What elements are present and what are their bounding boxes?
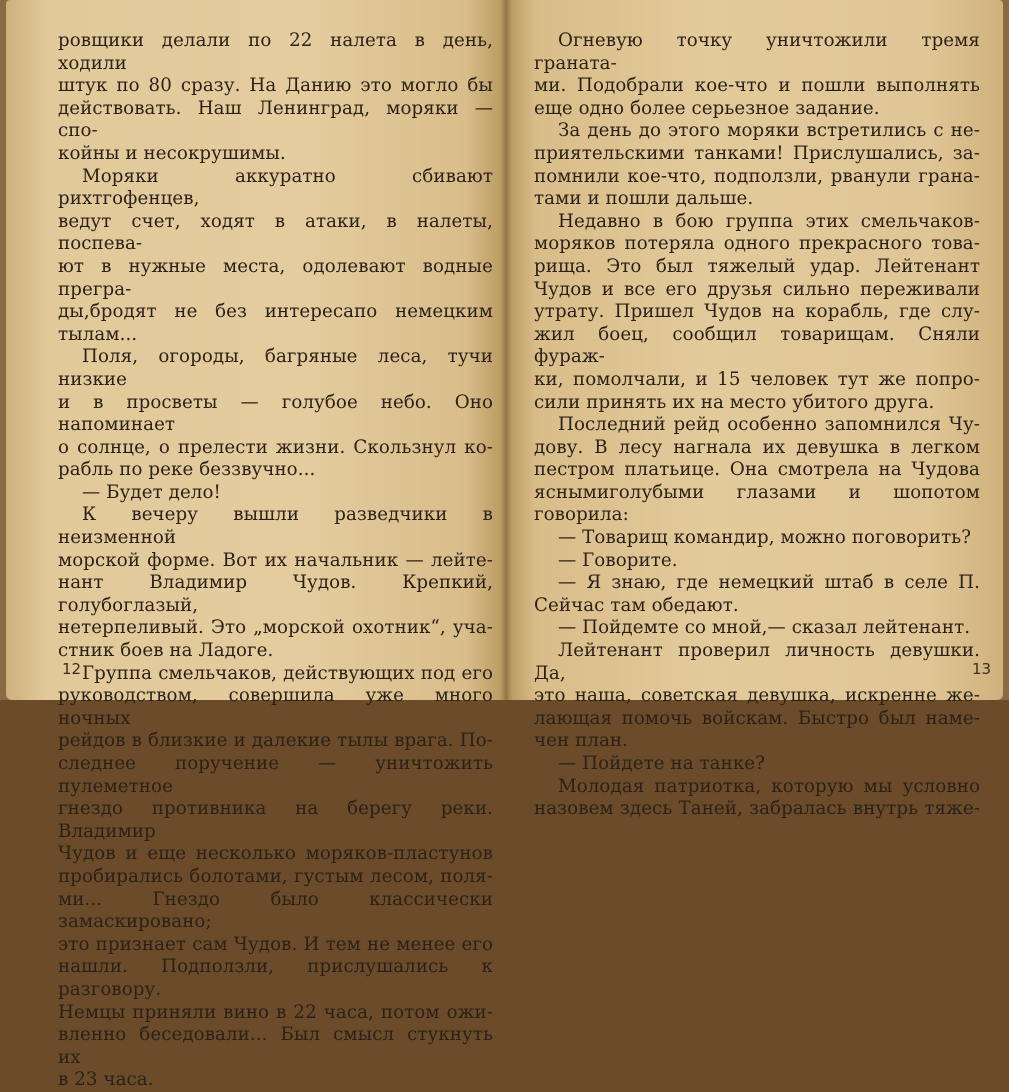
text-line: За день до этого моряки встретились с не- — [558, 120, 980, 142]
text-line: ми... Гнездо было классически замаскировано; — [58, 888, 493, 933]
text-line: дову. В лесу нагнала их девушка в легком — [534, 436, 980, 458]
text-line: и в просветы — голубое небо. Оно напоминает — [58, 391, 493, 436]
text-line: утрату. Пришел Чудов на корабль, где слу- — [534, 301, 980, 323]
text-line: пробирались болотами, густым лесом, поля- — [58, 865, 493, 887]
text-line: — Говорите. — [558, 549, 678, 571]
text-line: — Товарищ командир, можно поговорить? — [558, 527, 972, 549]
text-line: о солнце, о прелести жизни. Скользнул ко- — [58, 436, 493, 458]
text-line: койны и несокрушимы. — [58, 142, 286, 164]
text-line: пестром платьице. Она смотрела на Чудова — [534, 459, 980, 481]
text-line: Моряки аккуратно сбивают рихтгофенцев, — [58, 165, 493, 210]
book-gutter — [500, 0, 512, 700]
text-line: стник боев на Ладоге. — [58, 640, 274, 662]
text-line: рища. Это был тяжелый удар. Лейтенант — [534, 255, 980, 277]
text-line: это признает сам Чудов. И тем не менее его — [58, 933, 493, 955]
text-line: Сейчас там обедают. — [534, 594, 739, 616]
text-line: тами и пошли дальше. — [534, 188, 754, 210]
text-line: нетерпеливый. Это „морской охотник“, уча- — [58, 617, 493, 639]
text-line: Недавно в бою группа этих смельчаков- — [558, 210, 980, 232]
text-line: назовем здесь Таней, забралась внутрь тяже- — [534, 798, 980, 820]
text-line: К вечеру вышли разведчики в неизменной — [58, 504, 493, 549]
text-line: ведут счет, ходят в атаки, в налеты, поспева- — [58, 210, 493, 255]
text-line: еще одно более серьезное задание. — [534, 97, 880, 119]
text-line: — Будет дело! — [82, 481, 221, 503]
text-line: — Я знаю, где немецкий штаб в селе П. — [558, 572, 980, 594]
text-line: гнездо противника на берегу реки. Владимир — [58, 798, 493, 842]
text-line: Чудов и еще несколько моряков-пластунов — [58, 843, 493, 865]
text-line: морской форме. Вот их начальник — лейте- — [58, 549, 493, 571]
text-line: жил боец, сообщил товарищам. Сняли фураж- — [534, 323, 980, 368]
left-page — [6, 0, 506, 1091]
text-line: Поля, огороды, багряные леса, тучи низкие — [58, 346, 493, 390]
text-line: Немцы приняли вино в 22 часа, потом ожи- — [58, 1001, 493, 1023]
text-line: это наша, советская девушка, искренне же- — [534, 685, 980, 707]
text-line: рабль по реке беззвучно... — [58, 459, 316, 481]
text-line: ют в нужные места, одолевают водные прегра- — [58, 255, 493, 300]
left-page-text — [58, 30, 493, 1092]
right-page-text — [534, 30, 980, 821]
text-line: вленно беседовали... Был смысл стукнуть их — [58, 1024, 493, 1068]
text-line: Молодая патриотка, которую мы условно — [558, 775, 980, 797]
text-line: яснымиголубыми глазами и шопотом говорила: — [534, 481, 980, 526]
text-line: помнили кое-что, подползли, рванули грана- — [534, 165, 980, 187]
text-line: моряков потеряла одного прекрасного това- — [534, 233, 980, 255]
text-line: приятельскими танками! Прислушались, за- — [534, 142, 980, 164]
text-line: — Пойдете на танке? — [558, 753, 766, 774]
text-line: Группа смельчаков, действующих под его — [82, 662, 493, 684]
text-line: в 23 часа. — [58, 1069, 154, 1091]
text-line: — Пойдемте со мной,— сказал лейтенант. — [558, 617, 971, 639]
text-line: лающая помочь войскам. Быстро был наме- — [534, 707, 980, 729]
text-line: чен план. — [534, 730, 629, 752]
text-line: действовать. Наш Ленинград, моряки — спо- — [58, 97, 493, 142]
text-line: рейдов в близкие и далекие тылы врага. По- — [58, 730, 493, 752]
left-page-number: 12 — [62, 660, 82, 678]
text-line: ды,бродят не без интересапо немецким тылам... — [58, 301, 493, 345]
text-line: руководством, совершила уже много ночных — [58, 685, 493, 729]
text-line: следнее поручение — уничтожить пулеметное — [58, 753, 493, 797]
text-line: сили принять их на место убитого друга. — [534, 391, 935, 413]
text-line: ми. Подобрали кое-что и пошли выполнять — [534, 75, 980, 97]
text-line: Огневую точку уничтожили тремя граната- — [534, 30, 980, 74]
text-line: Чудов и все его друзья сильно переживали — [534, 278, 980, 300]
text-line: ки, помолчали, и 15 человек тут же попро- — [534, 368, 980, 390]
text-line: штук по 80 сразу. На Данию это могло бы — [58, 75, 493, 97]
right-page — [506, 0, 1003, 820]
text-line: нашли. Подползли, прислушались к разговору. — [58, 956, 493, 1000]
text-line: ровщики делали по 22 налета в день, ходили — [58, 30, 493, 74]
right-page-number: 13 — [972, 660, 992, 678]
text-line: Последний рейд особенно запомнился Чу- — [558, 414, 980, 436]
text-line: Лейтенант проверил личность девушки. Да, — [534, 640, 980, 684]
text-line: нант Владимир Чудов. Крепкий, голубоглазый, — [58, 572, 493, 616]
